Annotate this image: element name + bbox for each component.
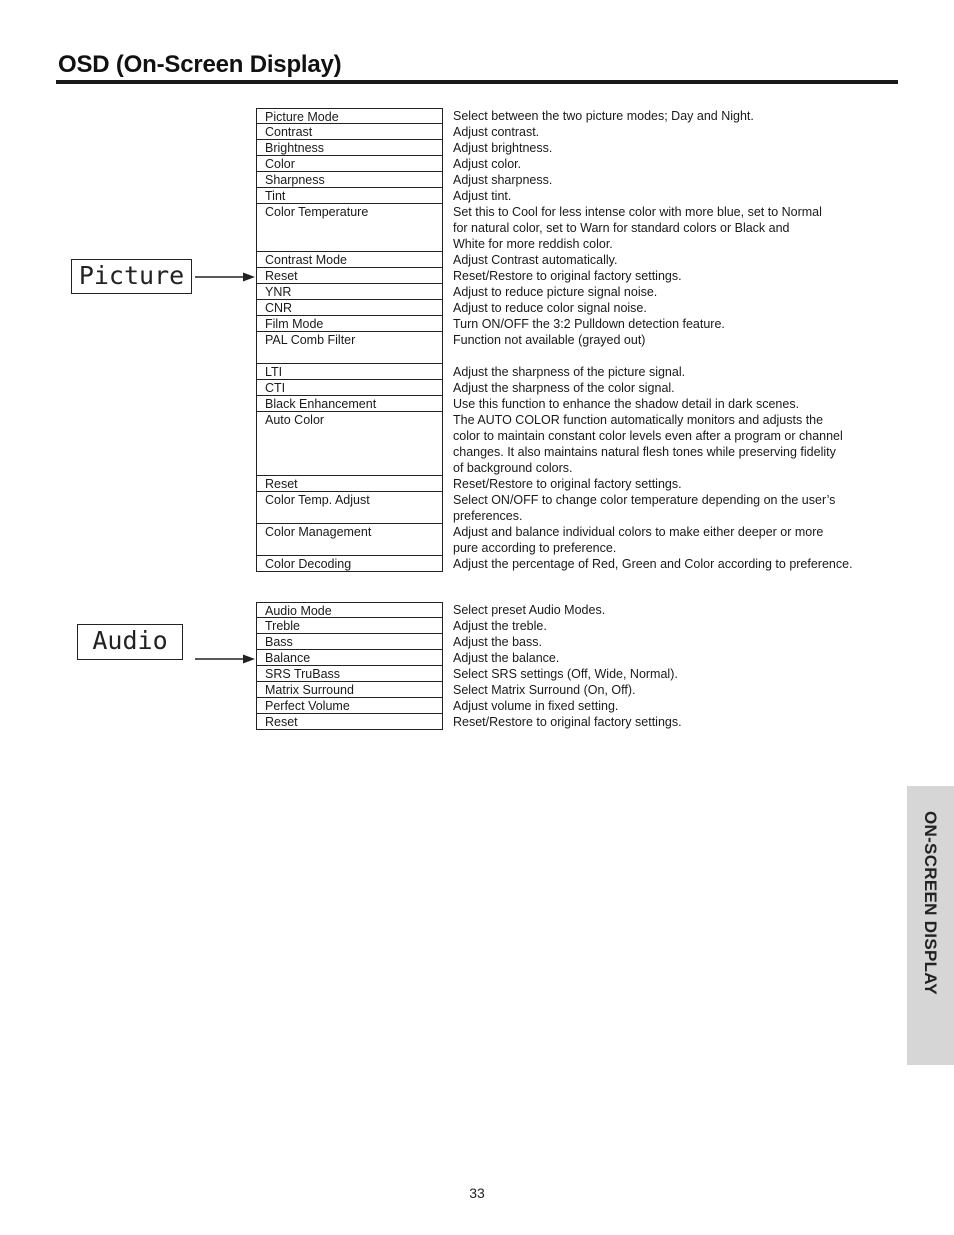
description-line: Adjust Contrast automatically. bbox=[453, 253, 618, 267]
menu-item-description bbox=[453, 140, 893, 156]
menu-item-name: Tint bbox=[256, 188, 443, 204]
menu-item-description bbox=[453, 412, 893, 476]
description-line: Adjust volume in fixed setting. bbox=[453, 699, 619, 713]
menu-item-description bbox=[453, 332, 893, 364]
menu-item-description bbox=[453, 316, 893, 332]
description-line: Adjust the treble. bbox=[453, 619, 547, 633]
side-tab bbox=[907, 786, 954, 1065]
menu-item-description bbox=[453, 556, 893, 572]
menu-item-description bbox=[453, 682, 893, 698]
description-line: preferences. bbox=[453, 509, 523, 523]
menu-item-description bbox=[453, 650, 893, 666]
menu-item-description bbox=[453, 492, 893, 524]
menu-item-name: Treble bbox=[256, 618, 443, 634]
description-line: Function not available (grayed out) bbox=[453, 333, 646, 347]
menu-item-description bbox=[453, 396, 893, 412]
description-line: Set this to Cool for less intense color with more blue, set to Normal bbox=[453, 205, 822, 219]
menu-item-description bbox=[453, 698, 893, 714]
description-line: Adjust contrast. bbox=[453, 125, 540, 139]
description-line: Reset/Restore to original factory settings. bbox=[453, 477, 682, 491]
menu-item-description bbox=[453, 364, 893, 380]
description-line: Turn ON/OFF the 3:2 Pulldown detection feature. bbox=[453, 317, 725, 331]
menu-item-name: Black Enhancement bbox=[256, 396, 443, 412]
description-line: Select preset Audio Modes. bbox=[453, 603, 606, 617]
menu-item-description bbox=[453, 284, 893, 300]
description-line: Adjust the percentage of Red, Green and Color according to preference. bbox=[453, 557, 853, 571]
description-line: Adjust the sharpness of the color signal. bbox=[453, 381, 675, 395]
menu-item-name: Reset bbox=[256, 714, 443, 730]
menu-item-name: PAL Comb Filter bbox=[256, 332, 443, 364]
description-line: Select SRS settings (Off, Wide, Normal). bbox=[453, 667, 678, 681]
menu-item-name: Bass bbox=[256, 634, 443, 650]
description-line: Adjust to reduce color signal noise. bbox=[453, 301, 647, 315]
description-line: Select Matrix Surround (On, Off). bbox=[453, 683, 636, 697]
menu-item-description bbox=[453, 714, 893, 730]
description-line: Select between the two picture modes; Day and Night. bbox=[453, 109, 754, 123]
menu-item-name: Audio Mode bbox=[256, 602, 443, 618]
menu-item-description bbox=[453, 666, 893, 682]
description-line: Adjust brightness. bbox=[453, 141, 553, 155]
picture-menu-label: Picture bbox=[71, 259, 192, 294]
menu-item-description bbox=[453, 380, 893, 396]
menu-item-description bbox=[453, 188, 893, 204]
description-line: color to maintain constant color levels even after a program or channel bbox=[453, 429, 843, 443]
description-line: for natural color, set to Warn for standard colors or Black and bbox=[453, 221, 790, 235]
description-line: Adjust and balance individual colors to make either deeper or more bbox=[453, 525, 824, 539]
menu-item-description bbox=[453, 252, 893, 268]
audio-arrow-icon bbox=[195, 652, 257, 666]
menu-item-description bbox=[453, 124, 893, 140]
menu-item-description bbox=[453, 204, 893, 252]
audio-menu-label: Audio bbox=[77, 624, 183, 660]
menu-item-description bbox=[453, 300, 893, 316]
menu-item-name: Perfect Volume bbox=[256, 698, 443, 714]
page-title: OSD (On-Screen Display) bbox=[58, 51, 342, 78]
menu-item-description bbox=[453, 634, 893, 650]
description-line: Adjust the bass. bbox=[453, 635, 542, 649]
description-line: Adjust to reduce picture signal noise. bbox=[453, 285, 658, 299]
menu-item-name: Color Management bbox=[256, 524, 443, 556]
menu-item-name: Balance bbox=[256, 650, 443, 666]
picture-arrow-icon bbox=[195, 270, 257, 284]
menu-item-name: Reset bbox=[256, 476, 443, 492]
menu-item-name: SRS TruBass bbox=[256, 666, 443, 682]
menu-item-name: Brightness bbox=[256, 140, 443, 156]
description-line: White for more reddish color. bbox=[453, 237, 613, 251]
description-line: Adjust the sharpness of the picture signal. bbox=[453, 365, 686, 379]
menu-item-name: Auto Color bbox=[256, 412, 443, 476]
menu-item-description bbox=[453, 602, 893, 618]
menu-item-name: Color Temperature bbox=[256, 204, 443, 252]
menu-item-name: CTI bbox=[256, 380, 443, 396]
side-tab-label: ON-SCREEN DISPLAY bbox=[921, 811, 940, 995]
menu-item-name: Contrast Mode bbox=[256, 252, 443, 268]
menu-item-name: CNR bbox=[256, 300, 443, 316]
menu-item-name: Picture Mode bbox=[256, 108, 443, 124]
description-line: pure according to preference. bbox=[453, 541, 617, 555]
menu-item-name: Color Decoding bbox=[256, 556, 443, 572]
page-number: 33 bbox=[469, 1185, 485, 1201]
menu-item-name: Film Mode bbox=[256, 316, 443, 332]
menu-item-description bbox=[453, 108, 893, 124]
description-line: Use this function to enhance the shadow detail in dark scenes. bbox=[453, 397, 800, 411]
menu-item-name: Contrast bbox=[256, 124, 443, 140]
description-line: Reset/Restore to original factory settings. bbox=[453, 269, 682, 283]
menu-item-description bbox=[453, 618, 893, 634]
description-line: Adjust color. bbox=[453, 157, 522, 171]
description-line: Adjust sharpness. bbox=[453, 173, 553, 187]
menu-item-description bbox=[453, 172, 893, 188]
description-line: Adjust tint. bbox=[453, 189, 512, 203]
description-line: Select ON/OFF to change color temperature depending on the user’s bbox=[453, 493, 836, 507]
description-line: Reset/Restore to original factory settings. bbox=[453, 715, 682, 729]
menu-item-description bbox=[453, 156, 893, 172]
menu-item-name: Reset bbox=[256, 268, 443, 284]
description-line: changes. It also maintains natural flesh tones while preserving fidelity bbox=[453, 445, 836, 459]
menu-item-name: Color bbox=[256, 156, 443, 172]
menu-item-name: YNR bbox=[256, 284, 443, 300]
description-line bbox=[453, 348, 893, 364]
description-line: Adjust the balance. bbox=[453, 651, 560, 665]
menu-item-name: Matrix Surround bbox=[256, 682, 443, 698]
menu-item-name: LTI bbox=[256, 364, 443, 380]
description-line: The AUTO COLOR function automatically monitors and adjusts the bbox=[453, 413, 824, 427]
menu-item-description bbox=[453, 268, 893, 284]
menu-item-name: Sharpness bbox=[256, 172, 443, 188]
menu-item-description bbox=[453, 524, 893, 556]
menu-item-description bbox=[453, 476, 893, 492]
title-rule bbox=[56, 80, 898, 84]
description-line: of background colors. bbox=[453, 461, 573, 475]
menu-item-name: Color Temp. Adjust bbox=[256, 492, 443, 524]
